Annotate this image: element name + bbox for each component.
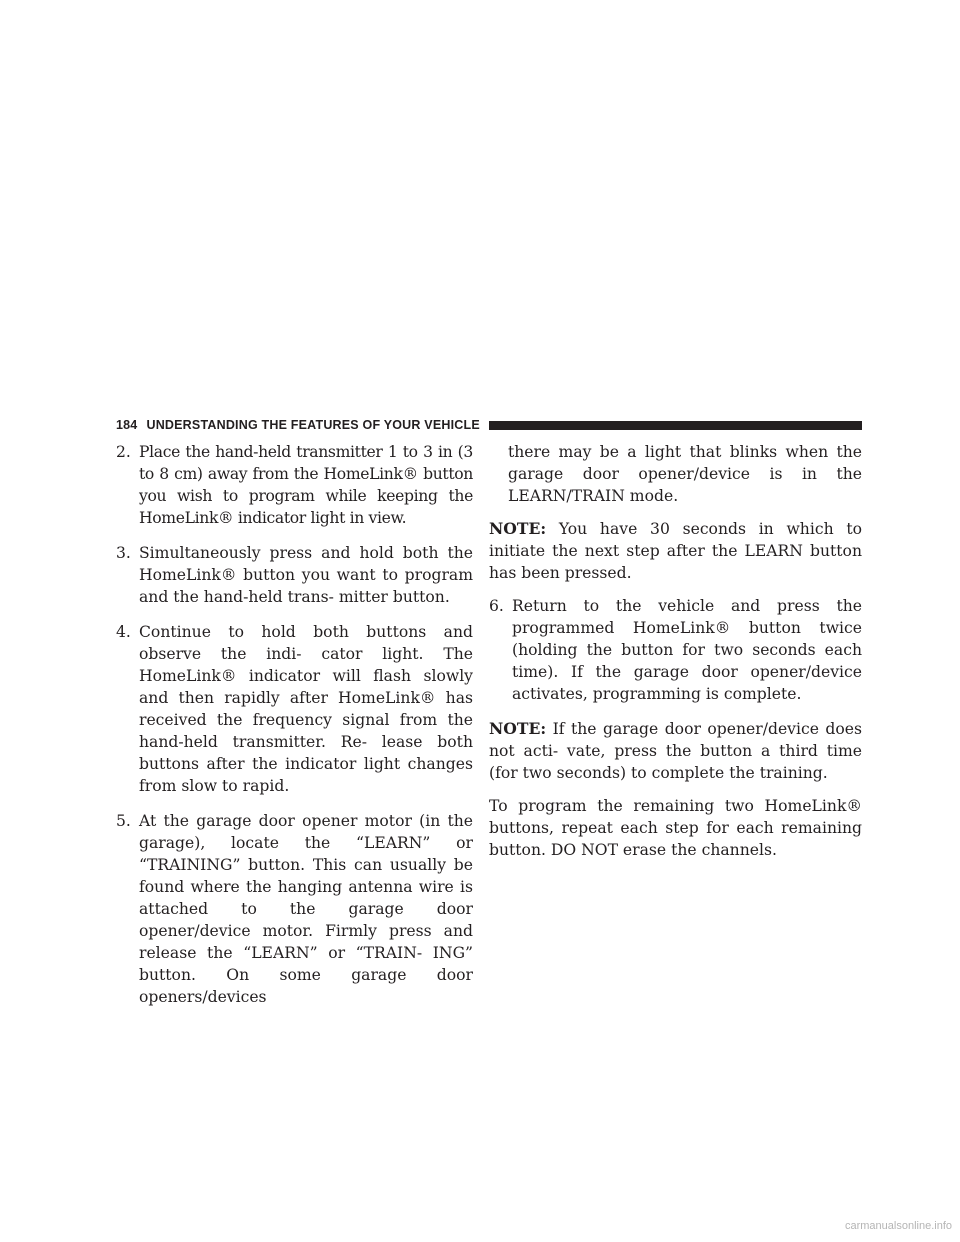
right-column	[489, 441, 862, 872]
step-number: 4.	[116, 623, 131, 641]
step-number: 5.	[116, 812, 131, 830]
step-2	[116, 441, 473, 529]
step-text: Return to the vehicle and press the programmed HomeLink® button twice (holding the button for two seconds each time). If the garage door opener/device activates, programming is complete.	[512, 597, 862, 703]
note-not-activated	[489, 718, 862, 784]
step-5	[116, 810, 473, 1008]
note-learn-timeout	[489, 518, 862, 584]
step-text: Continue to hold both buttons and observe the indi- cator light. The HomeLink® indicator will flash slowly and then rapidly after HomeLink® has received the frequency signal from the hand-held transmitter. Re- lease both buttons after the indicator light changes from slow to rapid.	[139, 623, 473, 795]
step-number: 2.	[116, 443, 131, 461]
step-text: At the garage door opener motor (in the garage), locate the “LEARN” or “TRAINING” button. This can usually be found where the hanging antenna wire is attached to the garage door opener/device motor. Firmly press and release the “LEARN” or “TRAIN- ING” button. On some garage door openers/devices	[139, 812, 473, 1006]
page-number: 184	[116, 418, 138, 432]
step-4	[116, 621, 473, 797]
section-title: UNDERSTANDING THE FEATURES OF YOUR VEHICLE	[146, 418, 480, 432]
watermark: carmanualsonline.info	[844, 1220, 952, 1232]
step-3	[116, 542, 473, 608]
step-5-continuation: there may be a light that blinks when the garage door opener/device is in the LEARN/TRAIN mode.	[508, 443, 862, 505]
step-text: Place the hand-held transmitter 1 to 3 in (3 to 8 cm) away from the HomeLink® button you wish to program while keeping the HomeLink® indicator light in view.	[139, 443, 473, 527]
step-text: Simultaneously press and hold both the HomeLink® button you want to program and the hand-held trans- mitter button.	[139, 544, 473, 606]
step-6	[489, 595, 862, 705]
page-header	[116, 417, 862, 433]
left-column	[116, 441, 473, 1021]
note-text: You have 30 seconds in which to initiate the next step after the LEARN button has been pressed.	[489, 520, 862, 582]
step-number: 3.	[116, 544, 131, 562]
step-number: 6.	[489, 597, 504, 615]
note-label: NOTE:	[489, 719, 547, 738]
closing-paragraph: To program the remaining two HomeLink® buttons, repeat each step for each remaining button. DO NOT erase the channels.	[489, 797, 862, 859]
note-text: If the garage door opener/device does not acti- vate, press the button a third time (for two seconds) to complete the training.	[489, 720, 862, 782]
note-label: NOTE:	[489, 519, 547, 538]
header-rule	[489, 421, 862, 430]
